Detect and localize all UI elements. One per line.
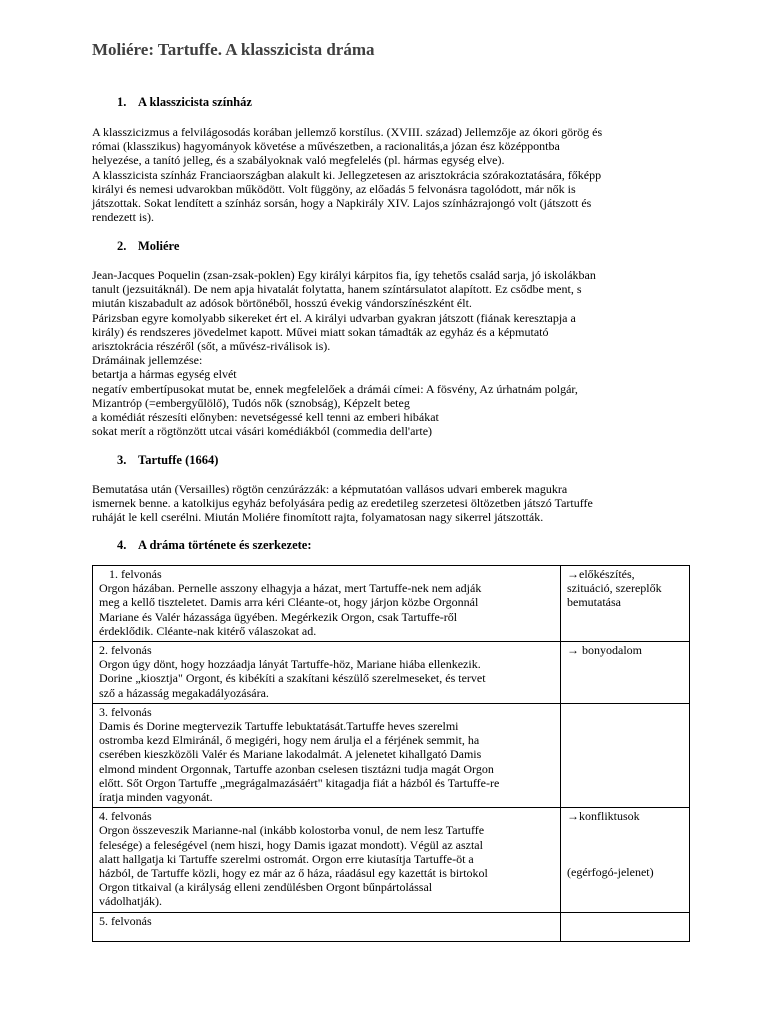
text-line: Bemutatása után (Versailles) rögtön cenzúrázzák: a képmutatóan vallásos udvari emberek magukra [92, 482, 568, 496]
text-line: Dorine „kiosztja" Orgont, és kibékíti a szakítani készülő szerelmeseket, és tervet [99, 671, 486, 686]
note-line: bemutatása [567, 595, 621, 610]
section-1-text [92, 125, 692, 224]
table-row [93, 808, 690, 912]
text-line: érdeklődik. Cléante-nak kitérő válaszokat ad. [99, 623, 317, 638]
section-1-title: A klasszicista színház [138, 95, 252, 109]
text-line: ruháját le kell cserélni. Miután Moliére finomított rajta, folyamatosan nagy sikerrel játszották. [92, 510, 544, 525]
table-row [93, 912, 690, 941]
note-line: →konfliktusok [567, 809, 640, 824]
text-line: sokat merít a rögtönzött utcai vásári komédiákból (commedia dell'arte) [92, 424, 433, 439]
act-title: 4. felvonás [99, 809, 152, 824]
text-line: Mariane és Valér házassága ügyében. Megérkezik Orgon, csak Tartuffe-ről [99, 609, 458, 624]
note-line: (egérfogó-jelenet) [567, 865, 654, 880]
text-line: alatt hallgatja ki Tartuffe szerelmi ostromát. Orgon erre kiutasítja Tartuffe-öt a [99, 851, 474, 866]
text-line: Orgon titkaival (a királyság elleni zendülésben Orgont bűnpártolással [99, 880, 433, 895]
note-line: → bonyodalom [567, 643, 642, 658]
text-line: király) és rendszeres jövedelmet kapott. Művei miatt sokan támadták az egyház és a képmutató [92, 324, 549, 339]
act-structure-note [561, 912, 690, 941]
table-row [93, 703, 690, 807]
section-3-text [92, 482, 692, 525]
text-line: Orgon házában. Pernelle asszony elhagyja a házat, mert Tartuffe-nek nem adják [99, 581, 482, 596]
text-line: vádolhatják). [99, 894, 162, 909]
section-2-heading [117, 239, 179, 254]
act-description [93, 703, 561, 807]
text-line: játszottak. Sokat lendített a színház sorsán, hogy a Napkirály XIV. Lajos színházrajongó volt (játszott és [92, 196, 592, 211]
text-line: sző a házasság megakadályozására. [99, 685, 269, 700]
text-line: elmond mindent Orgonnak, Tartuffe azonban cselesen tisztázni tudja magát Orgon [99, 761, 494, 776]
text-line: Párizsban egyre komolyabb sikereket ért el. A királyi udvarban gyakran játszott (fiának keresztapja a [92, 310, 576, 325]
act-structure-note [561, 703, 690, 807]
text-line: felesége) a feleségével (nem hiszi, hogy Damis igazat mondott). Végül az asztal [99, 837, 483, 852]
section-4-heading [117, 538, 312, 553]
text-line: betartja a hármas egység elvét [92, 367, 237, 382]
act-title: 3. felvonás [99, 704, 152, 719]
section-3-title: Tartuffe (1664) [138, 453, 219, 467]
text-line: Orgon összeveszik Marianne-nal (inkább kolostorba vonul, de nem lesz Tartuffe [99, 823, 485, 838]
text-line: A klasszicizmus a felvilágosodás korában jellemző korstílus. (XVIII. század) Jellemzője az ókori görög és [92, 125, 603, 139]
text-line: miután kiszabadult az adósok börtönéből, hosszú évekig vándorszínészként élt. [92, 296, 472, 311]
note-line: szituáció, szereplők [567, 581, 662, 596]
act-description [93, 642, 561, 704]
section-4-title: A dráma története és szerkezete: [138, 538, 312, 552]
text-line: a komédiát részesíti előnyben: nevetségessé kell tenni az emberi hibákat [92, 410, 439, 425]
act-structure-note [561, 642, 690, 704]
section-1-number: 1. [117, 95, 127, 109]
note-line: →előkészítés, [567, 567, 635, 581]
text-line: helyezése, a tanító jelleg, és a szabályoknak való megfelelés (pl. hármas egység elve). [92, 153, 505, 168]
text-line: Mizantróp (=embergyűlölő), Tudós nők (sznobság), Képzelt beteg [92, 395, 410, 410]
act-title: 2. felvonás [99, 643, 152, 658]
text-line: cserében kieszközöli Valér és Mariane lakodalmát. A jelenetet kihallgató Damis [99, 747, 482, 762]
section-3-heading [117, 453, 218, 468]
text-line: házból, de Tartuffe közli, hogy ez már az ő háza, ráadásul egy kazettát is birtokol [99, 866, 488, 881]
act-structure-note [561, 808, 690, 912]
section-2-number: 2. [117, 239, 127, 253]
page-title: Moliére: Tartuffe. A klasszicista dráma [92, 40, 375, 59]
text-line: negatív embertípusokat mutat be, ennek megfelelőek a drámái címei: A fösvény, Az úrhatnám polgár, [92, 381, 578, 396]
text-line: tanult (jezsuitáknál). De nem apja hivatalát folytatta, hanem színtársulatot alapított. Ez csődbe ment, s [92, 282, 582, 297]
act-structure-note [561, 566, 690, 642]
text-line: királyi és nemesi udvarokban működött. Volt függöny, az előadás 5 felvonásra tagolódott, már nők is [92, 181, 576, 196]
act-title: 1. felvonás [109, 567, 162, 581]
act-description [93, 566, 561, 642]
section-2-title: Moliére [138, 239, 180, 253]
table-row [93, 566, 690, 642]
text-line: Drámáinak jellemzése: [92, 353, 203, 368]
section-2-text [92, 268, 692, 438]
text-line: ismernek benne. a katolkijus egyház befolyására pedig az eredetileg szerzetesi öltözetben játszó Tartuffe [92, 496, 593, 511]
section-4-number: 4. [117, 538, 127, 552]
act-title: 5. felvonás [99, 913, 152, 928]
text-line: arisztokrácia részéről (sőt, a művész-riválisok is). [92, 339, 331, 354]
text-line: íratja minden vagyonát. [99, 790, 213, 805]
note-spacer [567, 823, 683, 865]
text-line: római (klasszikus) hagyományok követése a művészetben, a racionalitás,a józan ész középpontba [92, 139, 560, 154]
text-line: előtt. Sőt Orgon Tartuffe „megrágalmazásáért" kitagadja fiát a házból és Tartuffe-re [99, 775, 500, 790]
act-description [93, 912, 561, 941]
act-description [93, 808, 561, 912]
section-3-number: 3. [117, 453, 127, 467]
table-row [93, 642, 690, 704]
text-line: rendezett is). [92, 210, 154, 225]
acts-table [92, 565, 690, 942]
text-line: A klasszicista színház Franciaországban alakult ki. Jellegzetesen az arisztokrácia szórakoztatására, főképp [92, 167, 602, 182]
text-line: Damis és Dorine megtervezik Tartuffe lebuktatását.Tartuffe heves szerelmi [99, 719, 459, 734]
text-line: Orgon úgy dönt, hogy hozzáadja lányát Tartuffe-höz, Mariane hiába ellenkezik. [99, 657, 481, 672]
text-line: meg a kellő tiszteletet. Damis arra kéri Cléante-ot, hogy járjon közbe Orgonnál [99, 595, 479, 610]
section-1-heading [117, 95, 252, 110]
text-line: Jean-Jacques Poquelin (zsan-zsak-poklen) Egy királyi kárpitos fia, így tehetős család sarja, jó iskolákban [92, 268, 596, 282]
text-line: ostromba kezd Elmiránál, ő megigéri, hogy nem árulja el a férjének semmit, ha [99, 733, 480, 748]
